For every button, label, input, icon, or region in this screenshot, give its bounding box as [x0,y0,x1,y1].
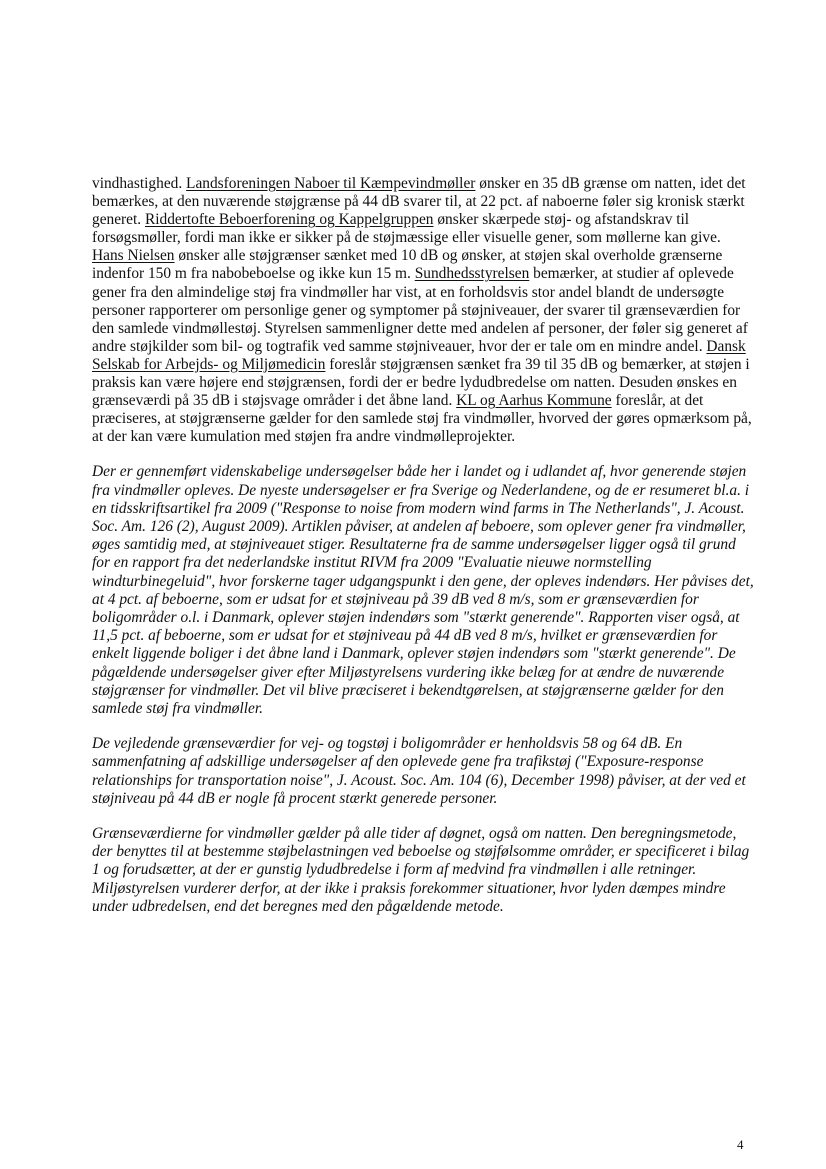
text-run: bemærker, at studier af oplevede gener fra den almindelige støj fra vindmøller har vist, at en forholdsvis stor andel blandt de undersøgte personer rapporterer om personlige gener og symptomer på støjniveauer, der svarer til grænseværdien for den samlede vindmøllestøj. Styrelsen sammenligner dette med andelen af personer, der føler sig generet af andre støjkilder som bil- og togtrafik ved samme støjniveauer, hvor der er tale om en mindre andel. [92,265,748,355]
page-number: 4 [737,1137,744,1152]
respondent-name: KL og Aarhus Kommune [456,392,612,410]
respondent-name: Riddertofte Beboerforening og Kappelgruppen [144,211,434,229]
paragraph-hearing-responses [92,175,754,446]
respondent-name: Landsforeningen Naboer til Kæmpevindmøller [186,175,476,192]
respondent-name: Dansk Selskab for Arbejds- og Miljømedicin [92,337,746,373]
paragraph-traffic-noise: De vejledende grænseværdier for vej- og togstøj i boligområder er henholdsvis 58 og 64 dB. En sammenfatning af adskillige undersøgelser af den oplevede gene fra trafikstøj ("Exposure-response relationships for transportation noise", J. Acoust. Soc. Am. 104 (6), December 1998) påviser, at der ved et støjniveau på 44 dB er nogle få procent stærkt generede personer. [92,735,746,807]
paragraph-limit-values: Grænseværdierne for vindmøller gælder på alle tider af døgnet, også om natten. Den beregningsmetode, der benyttes til at bestemme støjbelastningen ved beboelse og støjfølsomme områder, er specificeret i bilag 1 og forudsætter, at der er gunstig lydudbredelse i form af medvind fra vindmøllen i alle retninger. Miljøstyrelsen vurderer derfor, at der ikke i praksis forekommer situationer, hvor lyden dæmpes mindre under udbredelsen, end det beregnes med den pågældende metode. [92,825,750,915]
respondent-name: Sundhedsstyrelsen [414,265,530,283]
text-run: foreslår støjgrænsen sænket fra 39 til 35 dB og bemærker, at støjen i praksis kan være højere end støjgrænsen, fordi der er bedre lydudbredelse om natten. Desuden ønskes en grænseværdi på 35 dB i støjsvage områder i det åbne land. [92,355,750,410]
text-run: foreslår, at det præciseres, at støjgrænserne gælder for den samlede støj fra vindmøller, hvorved der gøres opmærksom på, at der kan være kumulation med støjen fra andre vindmølleprojekter. [92,392,752,446]
body-text [92,175,754,916]
text-run: ønsker alle støjgrænser sænket med 10 dB og ønsker, at støjen skal overholde grænserne indenfor 150 m fra nabobeboelse og ikke kun 15 m. [92,247,723,283]
text-run: ønsker en 35 dB grænse om natten, idet det bemærkes, at den nuværende støjgrænse på 44 dB svarer til, at 22 pct. af naboerne føler sig kronisk stærkt generet. [92,175,746,229]
respondent-name: Hans Nielsen [92,247,175,265]
text-run: vindhastighed. [92,175,187,192]
paragraph-research: Der er gennemført videnskabelige undersøgelser både her i landet og i udlandet af, hvor generende støjen fra vindmøller opleves. De nyeste undersøgelser er fra Sverige og Nederlandene, og de er resumeret bl.a. i en tidsskriftsartikel fra 2009 ("Response to noise from modern wind farms in The Netherlands", J. Acoust. Soc. Am. 126 (2), August 2009). Artiklen påviser, at andelen af beboere, som oplever gener fra vindmøller, øges samtidig med, at støjniveauet stiger. Resultaterne fra de samme undersøgelser ligger også til grund for en rapport fra det nederlandske institut RIVM fra 2009 "Evaluatie nieuwe normstelling windturbinegeluid", hvor forskerne tager udgangspunkt i den gene, der opleves indendørs. Her påvises det, at 4 pct. af beboerne, som er udsat for et støjniveau på 39 dB ved 8 m/s, som er grænseværdien for boligområder o.l. i Danmark, oplever støjen indendørs som "stærkt generende". Rapporten viser også, at 11,5 pct. af beboerne, som er udsat for et støjniveau på 44 dB ved 8 m/s, hvilket er grænseværdien for enkelt liggende boliger i det åbne land i Danmark, oplever støjen indendørs som "stærkt generende". De pågældende undersøgelser giver efter Miljøstyrelsens vurdering ikke belæg for at ændre de nuværende støjgrænser for vindmøller. Det vil blive præciseret i bekendtgørelsen, at støjgrænserne gælder for den samlede støj fra vindmøller. [92,463,754,718]
text-run: ønsker skærpede støj- og afstandskrav til forsøgsmøller, fordi man ikke er sikker på de støjmæssige eller visuelle gener, som møllerne kan give. [92,211,721,247]
